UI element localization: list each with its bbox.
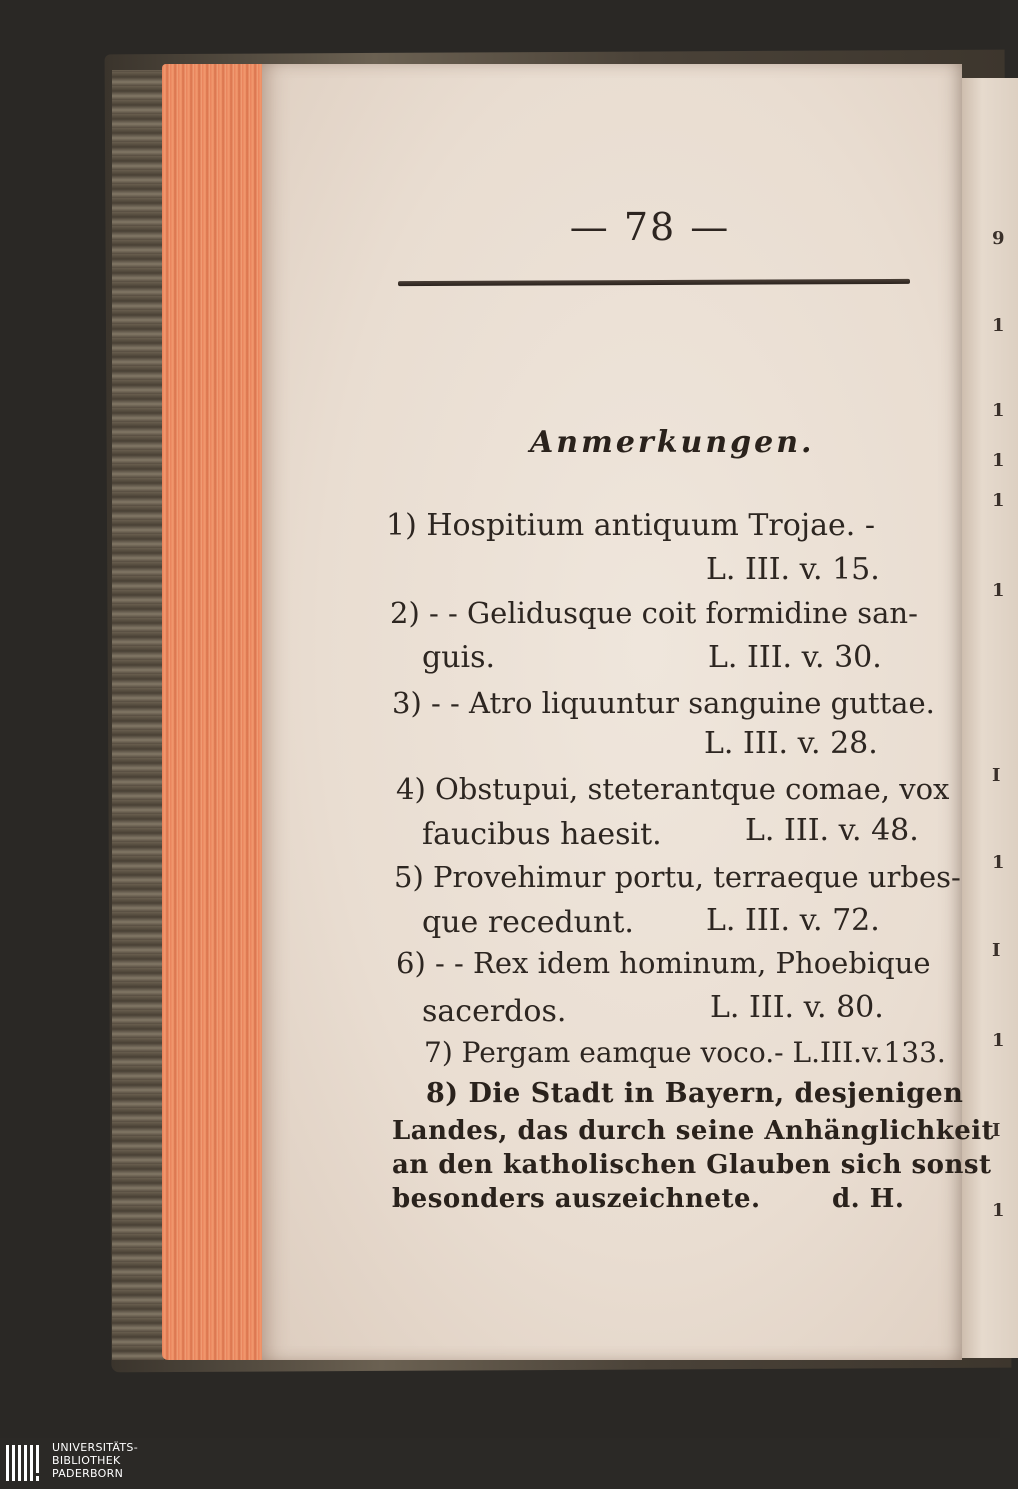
facing-page-glyph: I xyxy=(992,765,1001,786)
note-2-line-2: guis. xyxy=(422,640,496,675)
section-heading: Anmerkungen. xyxy=(530,425,815,460)
facing-page-glyph: 1 xyxy=(992,1030,1005,1051)
facing-page-glyph: I xyxy=(992,1120,1001,1141)
note-3-reference: L. III. v. 28. xyxy=(704,726,878,761)
library-logo-text xyxy=(52,1441,138,1480)
facing-page-glyph: 1 xyxy=(992,315,1005,336)
note-5-line-2: que recedunt. xyxy=(422,905,634,940)
facing-page-glyph: 1 xyxy=(992,450,1005,471)
note-6-line-2: sacerdos. xyxy=(422,994,567,1029)
note-5-reference: L. III. v. 72. xyxy=(706,903,880,938)
note-3-line-1: 3) - - Atro liquuntur sanguine guttae. xyxy=(392,686,935,720)
note-4-line-1: 4) Obstupui, steterantque comae, vox xyxy=(396,772,950,806)
library-logo-icon xyxy=(6,1443,46,1483)
note-5-line-1: 5) Provehimur portu, terraeque urbes- xyxy=(394,860,961,894)
note-8-signature: d. H. xyxy=(832,1184,905,1214)
logo-line-3: PADERBORN xyxy=(52,1467,124,1480)
note-1-reference: L. III. v. 15. xyxy=(706,552,880,587)
facing-page-glyph: 1 xyxy=(992,400,1005,421)
note-1-line-1: 1) Hospitium antiquum Trojae. - xyxy=(386,508,875,543)
note-6-reference: L. III. v. 80. xyxy=(710,990,884,1025)
book-spine xyxy=(112,70,164,1360)
footer-bar xyxy=(0,1438,1000,1489)
note-4-reference: L. III. v. 48. xyxy=(745,813,919,848)
page-edges xyxy=(162,64,272,1360)
note-8-line-2: Landes, das durch seine Anhänglichkeit xyxy=(392,1116,995,1146)
note-2-line-1: 2) - - Gelidusque coit formidine san- xyxy=(390,596,918,630)
page-number: — 78 — xyxy=(569,205,731,249)
logo-line-2: BIBLIOTHEK xyxy=(52,1454,121,1467)
note-8-line-3: an den katholischen Glauben sich sonst xyxy=(392,1150,992,1180)
facing-page-glyph: 1 xyxy=(992,580,1005,601)
facing-page-glyph: I xyxy=(992,940,1001,961)
note-2-reference: L. III. v. 30. xyxy=(708,640,882,675)
note-4-line-2: faucibus haesit. xyxy=(422,817,662,852)
facing-page-glyph: 1 xyxy=(992,1200,1005,1221)
logo-line-1: UNIVERSITÄTS- xyxy=(52,1441,138,1454)
note-8-line-1: 8) Die Stadt in Bayern, desjenigen xyxy=(426,1078,964,1109)
facing-page-glyph: 1 xyxy=(992,852,1005,873)
note-8-line-4: besonders auszeichnete. xyxy=(392,1184,761,1214)
note-7-line-1: 7) Pergam eamque voco.- L.III.v.133. xyxy=(424,1036,946,1069)
facing-page-glyph: 9 xyxy=(992,228,1005,249)
note-6-line-1: 6) - - Rex idem hominum, Phoebique xyxy=(396,946,931,980)
facing-page-glyph: 1 xyxy=(992,490,1005,511)
